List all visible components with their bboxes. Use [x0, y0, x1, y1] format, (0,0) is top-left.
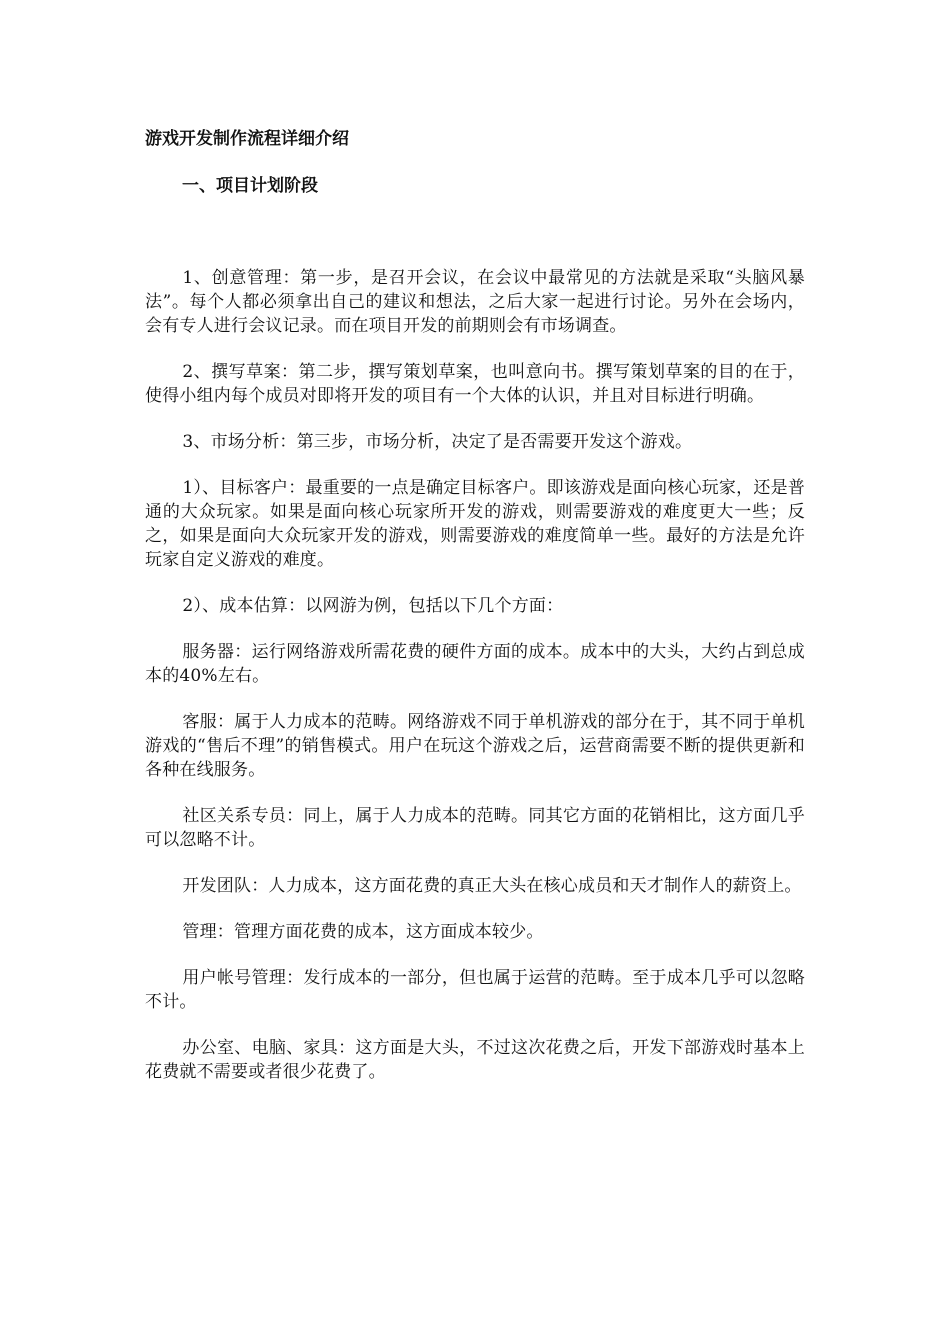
paragraph-market-analysis: 3、市场分析：第三步，市场分析，决定了是否需要开发这个游戏。	[182, 432, 693, 452]
paragraph-target-customers: 1）、目标客户：最重要的一点是确定目标客户。即该游戏是面向核心玩家，还是普通的大众玩家。如果是面向核心玩家所开发的游戏，则需要游戏的难度更大一些；反之，如果是面向大众玩家开发的游戏，则需要游戏的难度简单一些。最好的方法是允许玩家自定义游戏的难度。	[145, 478, 805, 570]
paragraph-customer-service: 客服：属于人力成本的范畴。网络游戏不同于单机游戏的部分在于，其不同于单机游戏的“售后不理”的销售模式。用户在玩这个游戏之后，运营商需要不断的提供更新和各种在线服务。	[145, 712, 805, 780]
paragraph-community-relations: 社区关系专员：同上，属于人力成本的范畴。同其它方面的花销相比，这方面几乎可以忽略不计。	[145, 806, 805, 850]
paragraph-draft-writing: 2、撰写草案：第二步，撰写策划草案，也叫意向书。撰写策划草案的目的在于，使得小组内每个成员对即将开发的项目有一个大体的认识，并且对目标进行明确。	[145, 362, 805, 406]
paragraph-office-equipment: 办公室、电脑、家具：这方面是大头，不过这次花费之后，开发下部游戏时基本上花费就不需要或者很少花费了。	[145, 1038, 805, 1082]
paragraph-cost-estimation: 2）、成本估算：以网游为例，包括以下几个方面：	[182, 596, 564, 616]
document-title: 游戏开发制作流程详细介绍	[145, 129, 349, 149]
paragraph-account-management: 用户帐号管理：发行成本的一部分，但也属于运营的范畴。至于成本几乎可以忽略不计。	[145, 968, 805, 1012]
paragraph-servers: 服务器：运行网络游戏所需花费的硬件方面的成本。成本中的大头，大约占到总成本的40%左右。	[145, 642, 805, 686]
section-heading: 一、项目计划阶段	[182, 176, 318, 196]
paragraph-management: 管理：管理方面花费的成本，这方面成本较少。	[182, 922, 544, 942]
paragraph-creative-management: 1、创意管理：第一步，是召开会议，在会议中最常见的方法就是采取“头脑风暴法”。每个人都必须拿出自己的建议和想法，之后大家一起进行讨论。另外在会场内，会有专人进行会议记录。而在项目开发的前期则会有市场调查。	[145, 268, 805, 336]
paragraph-development-team: 开发团队：人力成本，这方面花费的真正大头在核心成员和天才制作人的薪资上。	[182, 876, 802, 896]
document-body	[145, 266, 805, 1106]
